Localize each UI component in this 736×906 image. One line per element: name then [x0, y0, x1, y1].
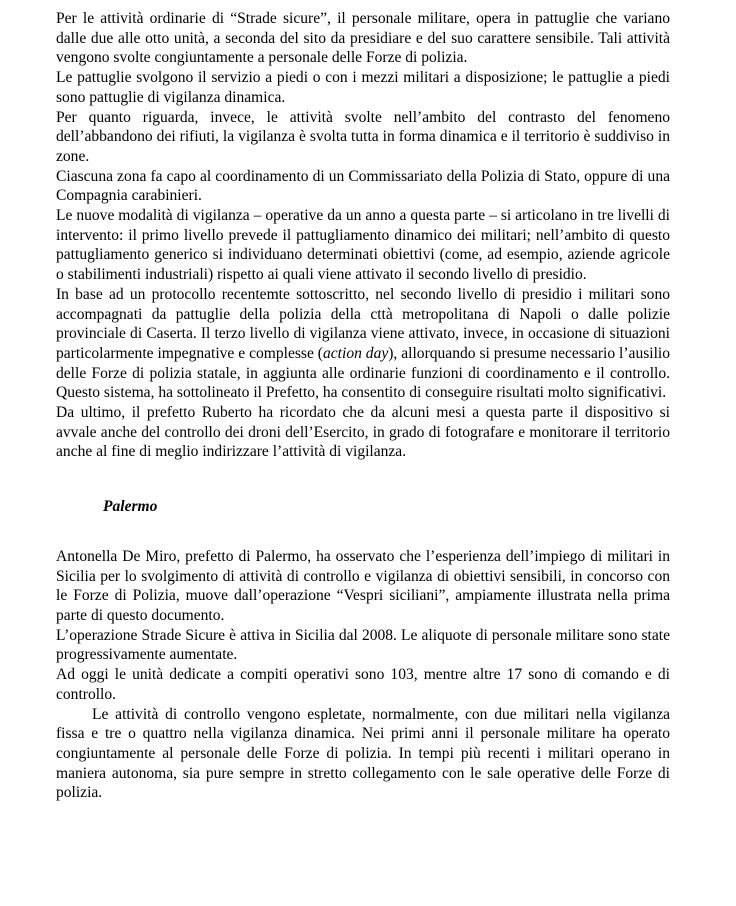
paragraph: Per quanto riguarda, invece, le attività svolte nell’ambito del contrasto del fenomeno dell’abbandono dei rifiuti, la vigilanza è svolta tutta in forma dinamica e il territorio è suddiviso in zone.: [56, 108, 670, 165]
spacer: [56, 462, 670, 497]
paragraph: Le nuove modalità di vigilanza – operative da un anno a questa parte – si articolano in tre livelli di intervento: il primo livello prevede il pattugliamento dinamico dei militari; nell’ambito di questo pattugliamento generico si individuano determinati obiettivi (come, ad esempio, aziende agricole o stabilimenti industriali) rispetto ai quali viene attivato il secondo livello di presidio.: [56, 207, 670, 284]
paragraph: Ad oggi le unità dedicate a compiti operativi sono 103, mentre altre 17 sono di comando e di controllo.: [56, 666, 670, 703]
paragraph: Le pattuglie svolgono il servizio a piedi o con i mezzi militari a disposizione; le pattuglie a piedi sono pattuglie di vigilanza dinamica.: [56, 69, 670, 106]
paragraph: Per le attività ordinarie di “Strade sicure”, il personale militare, opera in pattuglie che variano dalle due alle otto unità, a seconda del sito da presidiare e del suo carattere sensibile. Tali attività vengono svolte congiuntamente a personale delle Forze di polizia.: [56, 10, 670, 67]
paragraph: L’operazione Strade Sicure è attiva in Sicilia dal 2008. Le aliquote di personale militare sono state progressivamente aumentate.: [56, 626, 670, 664]
spacer: [56, 517, 670, 547]
paragraph: Da ultimo, il prefetto Ruberto ha ricordato che da alcuni mesi a questa parte il dispositivo si avvale anche del controllo dei droni dell’Esercito, in grado di fotografare e monitorare il territorio anche al fine di meglio indirizzare l’attività di vigilanza.: [56, 404, 670, 461]
paragraph: Ciascuna zona fa capo al coordinamento di un Commissariato della Polizia di Stato, oppure di una Compagnia carabinieri.: [56, 167, 670, 205]
document-page: [56, 9, 670, 803]
paragraph-text: ), allorquando si presume necessario l’ausilio delle Forze di polizia statale, in aggiunta alle ordinarie funzioni di coordinamento e il controllo. Questo sistema, ha sottolineato il Prefetto, ha consentito di conseguire risultati molto significativi.: [56, 344, 670, 402]
paragraph: Antonella De Miro, prefetto di Palermo, ha osservato che l’esperienza dell’impiego di militari in Sicilia per lo svolgimento di attività di controllo e vigilanza di obiettivi sensibili, in concorso con le Forze di Polizia, muove dall’operazione “Vespri siciliani”, ampiamente illustrata nella prima parte di questo documento.: [56, 547, 670, 624]
paragraph: Le attività di controllo vengono espletate, normalmente, con due militari nella vigilanza fissa e tre o quattro nella vigilanza dinamica. Nei primi anni il personale militare ha operato congiuntamente al personale delle Forze di polizia. In tempi più recenti i militari operano in maniera autonoma, sia pure sempre in stretto collegamento con le sale operative delle Forze di polizia.: [56, 705, 670, 802]
section-heading: Palermo: [103, 498, 158, 516]
paragraph: [56, 285, 670, 403]
italic-term: action day: [323, 344, 389, 362]
paragraph-text: In base ad un protocollo recentemte sottoscritto, nel secondo livello di presidio i militari sono accompagnati da pattuglie della polizia della cttà metropolitana di Napoli o dalle polizie provinciale di Caserta. Il terzo livello di vigilanza viene attivato, invece, in occasione di situazioni particolarmente impegnative e complesse (: [56, 285, 670, 362]
